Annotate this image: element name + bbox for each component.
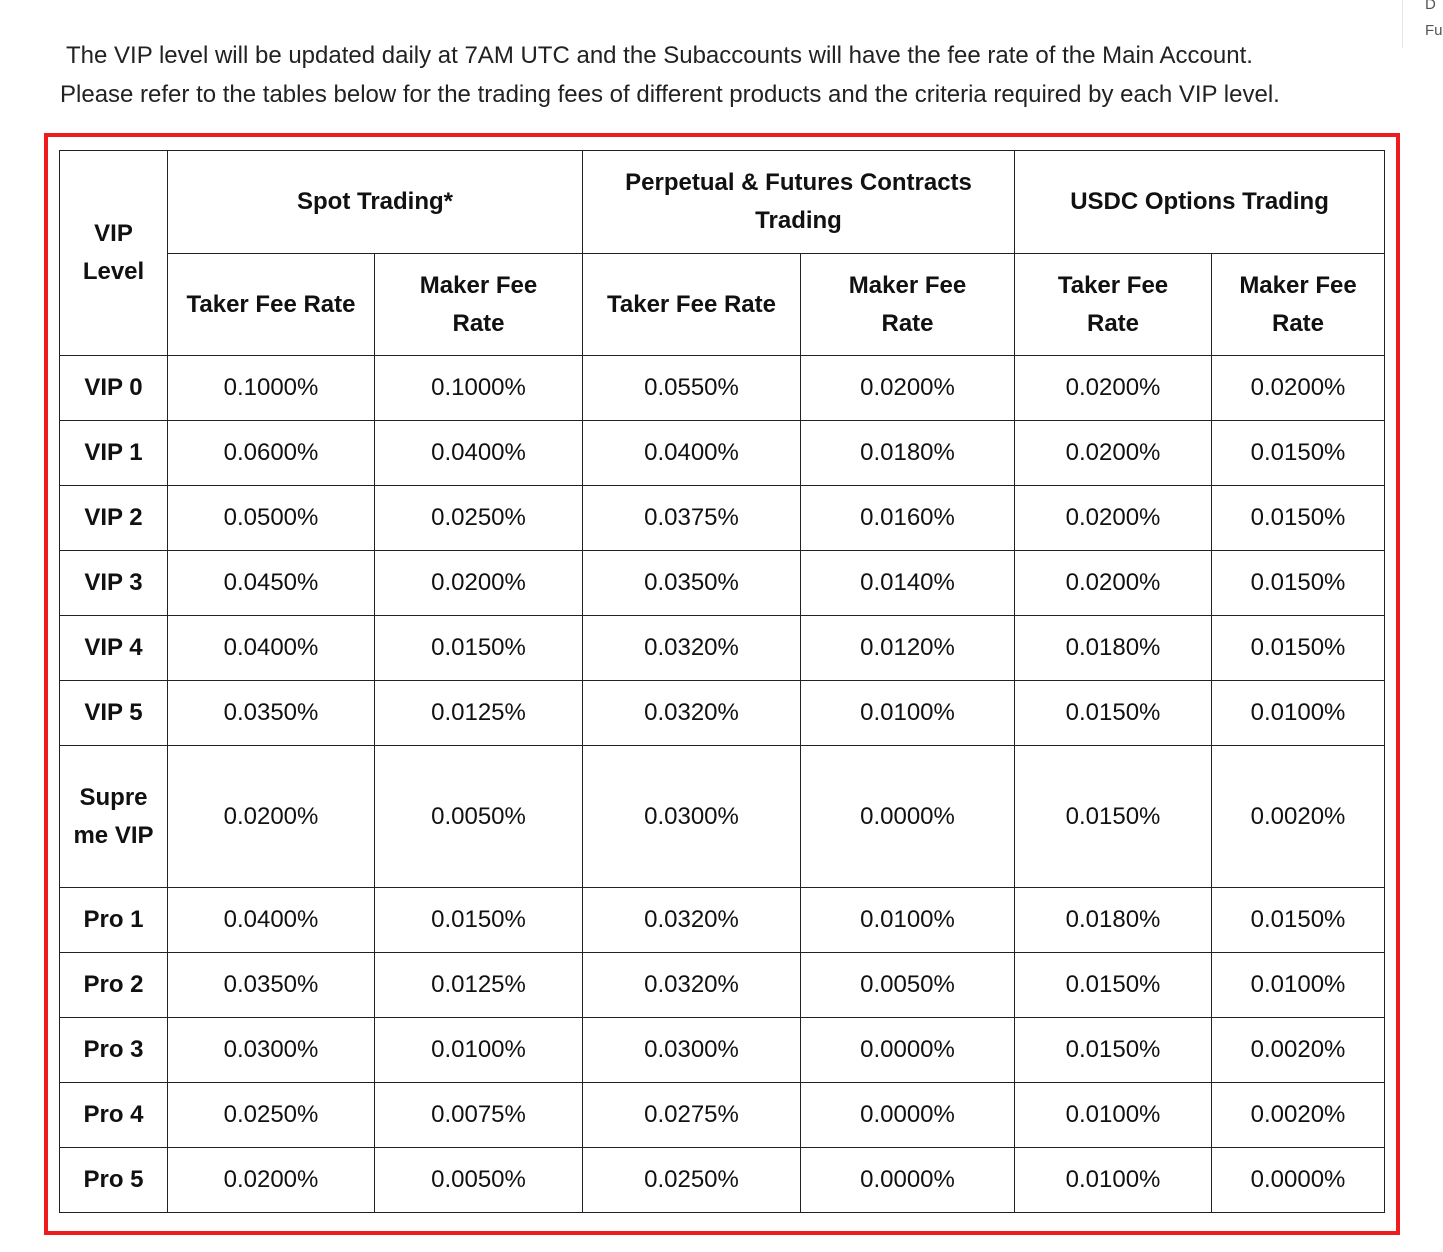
- spot-maker-cell: 0.0150%: [375, 616, 583, 681]
- vip-level-cell: Pro 5: [60, 1148, 168, 1213]
- header-contracts-maker: Maker Fee Rate: [801, 254, 1015, 356]
- contracts-maker-cell: 0.0160%: [801, 486, 1015, 551]
- vip-level-cell: Pro 2: [60, 953, 168, 1018]
- contracts-maker-cell: 0.0000%: [801, 1018, 1015, 1083]
- header-usdc-options: USDC Options Trading: [1015, 151, 1385, 254]
- header-contracts-taker: Taker Fee Rate: [583, 254, 801, 356]
- options-maker-cell: 0.0150%: [1212, 421, 1385, 486]
- vip-level-cell: VIP 4: [60, 616, 168, 681]
- options-taker-cell: 0.0100%: [1015, 1083, 1212, 1148]
- table-row: [60, 486, 1385, 551]
- contracts-maker-cell: 0.0140%: [801, 551, 1015, 616]
- header-spot-trading: Spot Trading*: [168, 151, 583, 254]
- header-options-taker: Taker Fee Rate: [1015, 254, 1212, 356]
- group-header-row: [60, 151, 1385, 254]
- options-taker-cell: 0.0150%: [1015, 681, 1212, 746]
- contracts-taker-cell: 0.0320%: [583, 681, 801, 746]
- options-taker-cell: 0.0200%: [1015, 551, 1212, 616]
- options-taker-cell: 0.0100%: [1015, 1148, 1212, 1213]
- vip-level-cell: VIP 5: [60, 681, 168, 746]
- table-row: [60, 356, 1385, 421]
- table-row: [60, 888, 1385, 953]
- table-row: [60, 746, 1385, 888]
- contracts-taker-cell: 0.0400%: [583, 421, 801, 486]
- spot-maker-cell: 0.0100%: [375, 1018, 583, 1083]
- contracts-taker-cell: 0.0320%: [583, 616, 801, 681]
- side-panel-edge: [1402, 0, 1443, 48]
- contracts-maker-cell: 0.0000%: [801, 746, 1015, 888]
- spot-taker-cell: 0.1000%: [168, 356, 375, 421]
- contracts-taker-cell: 0.0250%: [583, 1148, 801, 1213]
- vip-level-cell: Pro 4: [60, 1083, 168, 1148]
- spot-taker-cell: 0.0200%: [168, 746, 375, 888]
- options-taker-cell: 0.0180%: [1015, 616, 1212, 681]
- spot-taker-cell: 0.0350%: [168, 681, 375, 746]
- options-maker-cell: 0.0100%: [1212, 953, 1385, 1018]
- spot-taker-cell: 0.0200%: [168, 1148, 375, 1213]
- contracts-maker-cell: 0.0000%: [801, 1083, 1015, 1148]
- contracts-taker-cell: 0.0375%: [583, 486, 801, 551]
- contracts-maker-cell: 0.0180%: [801, 421, 1015, 486]
- table-row: [60, 1018, 1385, 1083]
- options-taker-cell: 0.0200%: [1015, 421, 1212, 486]
- spot-maker-cell: 0.0075%: [375, 1083, 583, 1148]
- spot-maker-cell: 0.1000%: [375, 356, 583, 421]
- options-maker-cell: 0.0020%: [1212, 1018, 1385, 1083]
- contracts-taker-cell: 0.0320%: [583, 953, 801, 1018]
- options-maker-cell: 0.0100%: [1212, 681, 1385, 746]
- options-maker-cell: 0.0150%: [1212, 486, 1385, 551]
- options-maker-cell: 0.0020%: [1212, 746, 1385, 888]
- header-options-maker: Maker Fee Rate: [1212, 254, 1385, 356]
- contracts-taker-cell: 0.0275%: [583, 1083, 801, 1148]
- options-taker-cell: 0.0180%: [1015, 888, 1212, 953]
- vip-level-cell: Supreme VIP: [60, 746, 168, 888]
- options-maker-cell: 0.0150%: [1212, 551, 1385, 616]
- spot-maker-cell: 0.0050%: [375, 1148, 583, 1213]
- contracts-maker-cell: 0.0050%: [801, 953, 1015, 1018]
- spot-taker-cell: 0.0450%: [168, 551, 375, 616]
- spot-maker-cell: 0.0400%: [375, 421, 583, 486]
- options-maker-cell: 0.0150%: [1212, 616, 1385, 681]
- contracts-taker-cell: 0.0300%: [583, 1018, 801, 1083]
- vip-level-cell: Pro 1: [60, 888, 168, 953]
- options-taker-cell: 0.0150%: [1015, 953, 1212, 1018]
- spot-taker-cell: 0.0350%: [168, 953, 375, 1018]
- table-row: [60, 616, 1385, 681]
- header-vip-level: VIP Level: [60, 151, 168, 356]
- table-row: [60, 421, 1385, 486]
- options-maker-cell: 0.0200%: [1212, 356, 1385, 421]
- intro-line-2: Please refer to the tables below for the trading fees of different products and the criteria required by each VIP level.: [60, 81, 1280, 108]
- spot-maker-cell: 0.0125%: [375, 953, 583, 1018]
- spot-taker-cell: 0.0600%: [168, 421, 375, 486]
- contracts-taker-cell: 0.0300%: [583, 746, 801, 888]
- options-taker-cell: 0.0150%: [1015, 1018, 1212, 1083]
- options-maker-cell: 0.0000%: [1212, 1148, 1385, 1213]
- vip-level-cell: Pro 3: [60, 1018, 168, 1083]
- sub-header-row: [60, 254, 1385, 356]
- options-taker-cell: 0.0200%: [1015, 486, 1212, 551]
- options-taker-cell: 0.0200%: [1015, 356, 1212, 421]
- contracts-maker-cell: 0.0100%: [801, 888, 1015, 953]
- fee-table: [59, 150, 1385, 1213]
- spot-maker-cell: 0.0050%: [375, 746, 583, 888]
- vip-level-cell: VIP 0: [60, 356, 168, 421]
- table-row: [60, 1083, 1385, 1148]
- header-spot-taker: Taker Fee Rate: [168, 254, 375, 356]
- spot-maker-cell: 0.0200%: [375, 551, 583, 616]
- contracts-taker-cell: 0.0550%: [583, 356, 801, 421]
- spot-maker-cell: 0.0125%: [375, 681, 583, 746]
- options-taker-cell: 0.0150%: [1015, 746, 1212, 888]
- header-spot-maker: Maker Fee Rate: [375, 254, 583, 356]
- vip-level-cell: VIP 1: [60, 421, 168, 486]
- contracts-maker-cell: 0.0000%: [801, 1148, 1015, 1213]
- options-maker-cell: 0.0020%: [1212, 1083, 1385, 1148]
- table-row: [60, 1148, 1385, 1213]
- intro-line-1: The VIP level will be updated daily at 7AM UTC and the Subaccounts will have the fee rate of the Main Account.: [66, 42, 1253, 69]
- table-row: [60, 681, 1385, 746]
- spot-maker-cell: 0.0250%: [375, 486, 583, 551]
- table-row: [60, 551, 1385, 616]
- side-panel-text-2: Fu: [1425, 22, 1443, 39]
- table-row: [60, 953, 1385, 1018]
- spot-taker-cell: 0.0400%: [168, 888, 375, 953]
- vip-level-cell: VIP 3: [60, 551, 168, 616]
- spot-taker-cell: 0.0400%: [168, 616, 375, 681]
- contracts-taker-cell: 0.0350%: [583, 551, 801, 616]
- spot-taker-cell: 0.0300%: [168, 1018, 375, 1083]
- contracts-maker-cell: 0.0120%: [801, 616, 1015, 681]
- spot-taker-cell: 0.0500%: [168, 486, 375, 551]
- contracts-maker-cell: 0.0200%: [801, 356, 1015, 421]
- side-panel-text-1: D: [1425, 0, 1436, 13]
- intro-text: [60, 36, 1380, 114]
- options-maker-cell: 0.0150%: [1212, 888, 1385, 953]
- header-perpetual-futures: Perpetual & Futures Contracts Trading: [583, 151, 1015, 254]
- vip-level-cell: VIP 2: [60, 486, 168, 551]
- contracts-taker-cell: 0.0320%: [583, 888, 801, 953]
- contracts-maker-cell: 0.0100%: [801, 681, 1015, 746]
- spot-taker-cell: 0.0250%: [168, 1083, 375, 1148]
- spot-maker-cell: 0.0150%: [375, 888, 583, 953]
